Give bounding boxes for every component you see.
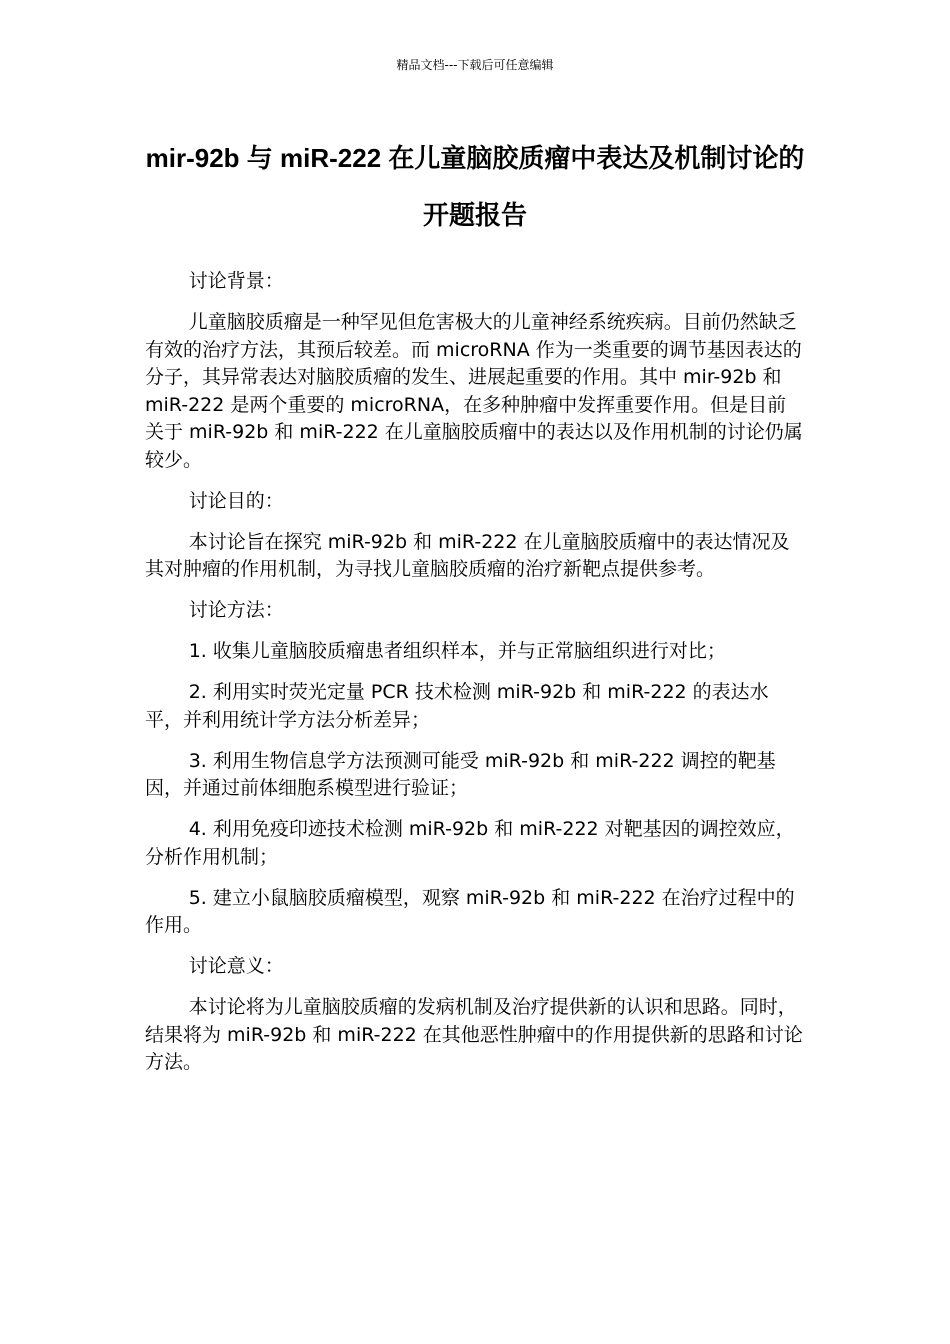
section-heading-methods: 讨论方法： — [188, 599, 284, 621]
document-body — [145, 268, 805, 1090]
paragraph-background: 儿童脑胶质瘤是一种罕见但危害极大的儿童神经系统疾病。目前仍然缺乏有效的治疗方法，其预后较差。而 microRNA 作为一类重要的调节基因表达的分子，其异常表达对脑胶质瘤的发生、进展起重要的作用。其中 mir-92b 和 miR-222 是两个重要的 microRNA，在多种肿瘤中发挥重要作用。但是目前关于 miR-92b 和 miR-222 在儿童脑胶质瘤中的表达以及作用机制的讨论仍属较少。 — [145, 311, 803, 471]
paragraph-significance: 本讨论将为儿童脑胶质瘤的发病机制及治疗提供新的认识和思路。同时，结果将为 miR-92b 和 miR-222 在其他恶性肿瘤中的作用提供新的思路和讨论方法。 — [145, 996, 803, 1073]
section-heading-purpose: 讨论目的： — [188, 489, 284, 512]
paragraph-purpose: 本讨论旨在探究 miR-92b 和 miR-222 在儿童脑胶质瘤中的表达情况及其对肿瘤的作用机制，为寻找儿童脑胶质瘤的治疗新靶点提供参考。 — [145, 530, 790, 580]
document-title: mir-92b 与 miR-222 在儿童脑胶质瘤中表达及机制讨论的开题报告 — [145, 143, 805, 230]
method-item-5: 5. 建立小鼠脑胶质瘤模型，观察 miR-92b 和 miR-222 在治疗过程中的作用。 — [145, 886, 795, 936]
section-heading-background: 讨论背景： — [188, 270, 284, 292]
method-item-1: 1. 收集儿童脑胶质瘤患者组织样本，并与正常脑组织进行对比； — [188, 640, 726, 662]
method-item-2: 2. 利用实时荧光定量 PCR 技术检测 miR-92b 和 miR-222 的表达水平，并利用统计学方法分析差异； — [145, 681, 769, 731]
page-header: 精品文档---下载后可任意编辑 — [396, 58, 554, 72]
method-item-3: 3. 利用生物信息学方法预测可能受 miR-92b 和 miR-222 调控的靶基因，并通过前体细胞系模型进行验证； — [145, 749, 776, 799]
section-heading-significance: 讨论意义： — [188, 955, 284, 977]
method-item-4: 4. 利用免疫印迹技术检测 miR-92b 和 miR-222 对靶基因的调控效应，分析作用机制； — [145, 818, 795, 868]
